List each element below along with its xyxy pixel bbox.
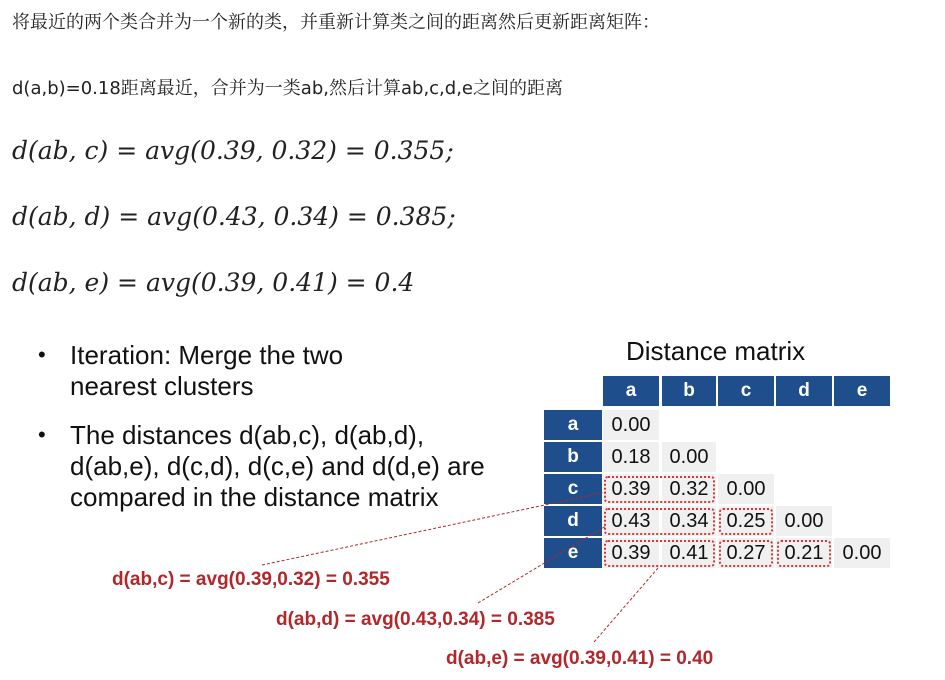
matrix-cell: 0.21 [776,538,832,568]
matrix-cell: 0.27 [718,538,774,568]
formula-ab-c: d(ab, c) = avg(0.39, 0.32) = 0.355; [12,136,454,165]
row-header-d: d [544,506,602,536]
bullet-distances: The distances d(ab,c), d(ab,d), d(ab,e), d(c,d), d(c,e) and d(d,e) are compared in the distance matrix [70,420,485,512]
intro-text: 将最近的两个类合并为一个新的类，并重新计算类之间的距离然后更新距离矩阵： [12,12,660,33]
matrix-cell: 0.39 [603,538,659,568]
merge-note: d(a,b)=0.18距离最近，合并为一类ab,然后计算ab,c,d,e之间的距离 [12,78,564,99]
matrix-cell: 0.41 [662,538,716,568]
formula-ab-e: d(ab, e) = avg(0.39, 0.41) = 0.4 [12,268,415,297]
matrix-cell: 0.32 [662,474,716,504]
leader-line-ab-c [262,492,606,565]
bullet-dot: • [38,342,46,367]
column-header-d: d [776,376,832,406]
bullet-iteration: Iteration: Merge the two nearest clusters [70,340,344,401]
row-header-c: c [544,474,602,504]
matrix-cell: 0.18 [603,442,659,472]
annotation-ab-c: d(ab,c) = avg(0.39,0.32) = 0.355 [112,569,390,590]
matrix-cell: 0.25 [718,506,774,536]
bullet-dot: • [38,422,46,447]
row-header-a: a [544,410,602,440]
matrix-title: Distance matrix [626,336,806,366]
matrix-cell: 0.00 [834,538,890,568]
leader-line-ab-e [594,568,658,642]
column-header-b: b [662,376,716,406]
matrix-cell: 0.00 [776,506,832,536]
matrix-cell: 0.39 [603,474,659,504]
column-header-c: c [718,376,774,406]
matrix-cell: 0.00 [603,410,659,440]
matrix-cell: 0.34 [662,506,716,536]
column-header-a: a [603,376,659,406]
column-header-e: e [834,376,890,406]
annotation-ab-d: d(ab,d) = avg(0.43,0.34) = 0.385 [276,609,555,630]
row-header-e: e [544,538,602,568]
matrix-cell: 0.00 [662,442,716,472]
row-header-b: b [544,442,602,472]
matrix-cell: 0.43 [603,506,659,536]
annotation-ab-e: d(ab,e) = avg(0.39,0.41) = 0.40 [446,648,714,669]
formula-ab-d: d(ab, d) = avg(0.43, 0.34) = 0.385; [12,202,456,231]
matrix-cell: 0.00 [718,474,774,504]
leader-line-ab-d [478,526,606,603]
